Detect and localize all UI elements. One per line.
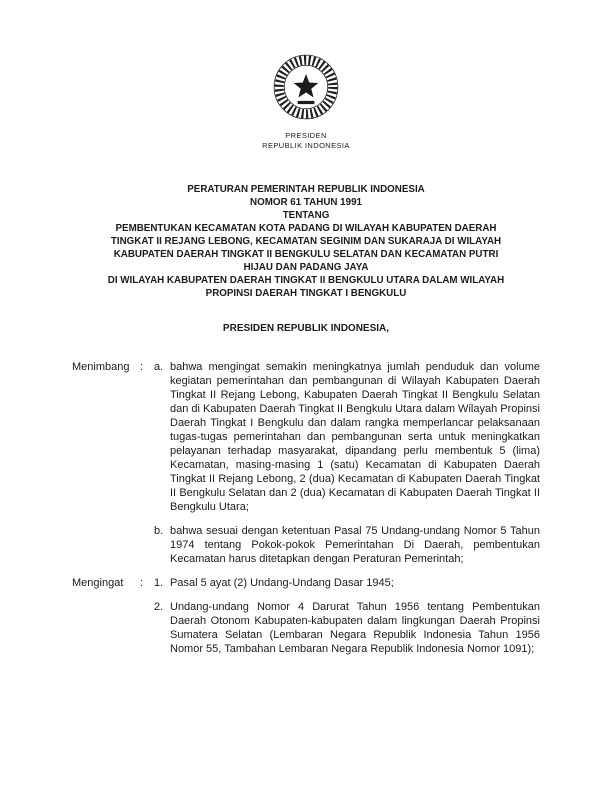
item-marker: a. — [154, 361, 164, 373]
list-item — [154, 600, 540, 656]
title-line: PERATURAN PEMERINTAH REPUBLIK INDONESIA — [187, 184, 425, 195]
item-text: bahwa sesuai dengan ketentuan Pasal 75 Undang-undang Nomor 5 Tahun 1974 tentang Pokok-pokok Pemerintahan Di Daerah, pembentukan Kecamatan harus ditetapkan dengan Peraturan Pemerintah; — [170, 525, 540, 565]
list-item — [154, 576, 540, 590]
title-line: NOMOR 61 TAHUN 1991 — [250, 197, 362, 208]
clause-separator: : — [140, 361, 144, 373]
title-line: DI WILAYAH KABUPATEN DAERAH TINGKAT II BENGKULU UTARA DALAM WILAYAH — [107, 275, 505, 286]
title-line: TINGKAT II REJANG LEBONG, KECAMATAN SEGINIM DAN SUKARAJA DI WILAYAH — [110, 236, 502, 247]
clause-item-list — [154, 360, 540, 566]
clause-menimbang — [72, 360, 540, 566]
item-text: Undang-undang Nomor 4 Darurat Tahun 1956 tentang Pembentukan Daerah Otonom Kabupaten-kabupaten dalam lingkungan Daerah Propinsi Sumatera Selatan (Lembaran Negara Republik Indonesia Tahun 1956 Nomor 55, Tambahan Lembaran Negara Republik Indonesia Nomor 1091); — [170, 601, 540, 655]
preambulatory-clauses — [72, 360, 540, 656]
clause-label: Menimbang — [72, 361, 130, 373]
list-item — [154, 360, 540, 514]
clause-item-list — [154, 576, 540, 656]
title-line: HIJAU DAN PADANG JAYA — [243, 262, 369, 273]
org-name-republik-indonesia: REPUBLIK INDONESIA — [262, 140, 350, 150]
document-title — [72, 183, 540, 300]
clause-label: Mengingat — [72, 577, 124, 589]
clause-separator: : — [140, 577, 144, 589]
item-marker: 2. — [154, 601, 164, 613]
list-item — [154, 524, 540, 566]
item-text: Pasal 5 ayat (2) Undang-Undang Dasar 1945; — [170, 577, 394, 589]
org-name-presiden: PRESIDEN — [285, 131, 327, 140]
letterhead — [72, 50, 540, 150]
presidential-seal-icon — [269, 50, 343, 124]
item-marker: 1. — [154, 577, 164, 589]
title-line: PROPINSI DAERAH TINGKAT I BENGKULU — [205, 288, 407, 299]
star-icon — [294, 74, 319, 97]
preamble-heading: PRESIDEN REPUBLIK INDONESIA, — [222, 323, 390, 334]
seal-banner — [298, 101, 315, 104]
clause-mengingat — [72, 576, 540, 656]
title-line: PEMBENTUKAN KECAMATAN KOTA PADANG DI WILAYAH KABUPATEN DAERAH — [115, 223, 497, 234]
title-line: KABUPATEN DAERAH TINGKAT II BENGKULU SELATAN DAN KECAMATAN PUTRI — [113, 249, 499, 260]
item-text: bahwa mengingat semakin meningkatnya jumlah penduduk dan volume kegiatan pemerintahan dan pembangunan di Wilayah Kabupaten Daerah Tingkat II Rejang Lebong, Kabupaten Daerah Tingkat II Bengkulu Selatan dan di Kabupaten Daerah Tingkat II Bengkulu Utara dalam Wilayah Propinsi Daerah Tingkat I Bengkulu dan dalam rangka memperlancar pelaksanaan tugas-tugas pemerintahan dan pembangunan serta untuk meningkatkan pelayanan terhadap masyarakat, dipandang perlu membentuk 5 (lima) Kecamatan, masing-masing 1 (satu) Kecamatan di Kabupaten Daerah Tingkat II Rejang Lebong, 2 (dua) Kecamatan di Kabupaten Daerah Tingkat II Bengkulu Selatan dan 2 (dua) Kecamatan di Kabupaten Daerah Tingkat II Bengkulu Utara; — [170, 361, 540, 513]
title-line: TENTANG — [282, 210, 330, 221]
item-marker: b. — [154, 525, 164, 537]
